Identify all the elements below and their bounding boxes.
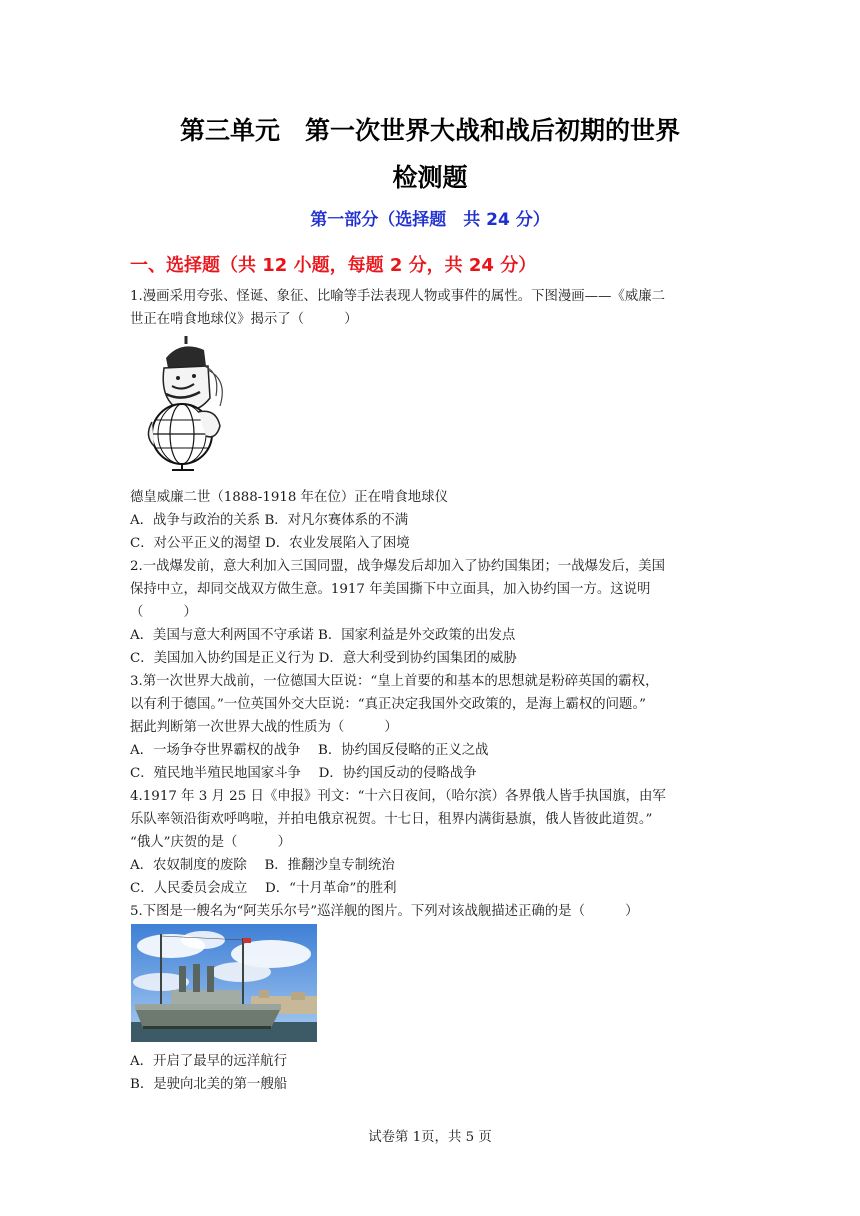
unit-title: 第三单元 第一次世界大战和战后初期的世界 [179, 116, 680, 145]
q1-options-ab: A．战争与政治的关系 B．对凡尔赛体系的不满 [130, 513, 409, 528]
exam-subtitle: 检测题 [392, 163, 468, 192]
kaiser-cartoon-image [136, 336, 236, 474]
page-footer: 试卷第 1页，共 5 页 [368, 1130, 492, 1145]
q5-option-b: B．是驶向北美的第一艘船 [130, 1077, 288, 1092]
q4-stem-line3: “俄人”庆贺的是（ ） [130, 835, 291, 850]
q3-stem-line1: 3.第一次世界大战前，一位德国大臣说：“皇上首要的和基本的思想就是粉碎英国的霸权， [130, 674, 659, 689]
q1-stem-line2: 世正在啃食地球仪》揭示了（ ） [130, 312, 358, 327]
q5-stem-line1: 5.下图是一艘名为“阿芙乐尔号”巡洋舰的图片。下列对该战舰描述正确的是（ ） [130, 904, 639, 919]
q1-image-caption: 德皇威廉二世（1888-1918 年在位）正在啃食地球仪 [130, 490, 448, 505]
q2-stem-line2: 保持中立，却同交战双方做生意。1917 年美国撕下中立面具，加入协约国一方。这说明 [130, 582, 651, 597]
section-heading: 一、选择题（共 12 小题，每题 2 分，共 24 分） [130, 255, 537, 276]
q3-options-ab: A．一场争夺世界霸权的战争 B．协约国反侵略的正义之战 [130, 743, 489, 758]
aurora-cruiser-photo [131, 924, 317, 1042]
q2-stem-line3: （ ） [130, 605, 197, 620]
q3-stem-line3: 据此判断第一次世界大战的性质为（ ） [130, 720, 398, 735]
q2-options-cd: C．美国加入协约国是正义行为 D．意大利受到协约国集团的威胁 [130, 651, 517, 666]
q2-stem-line1: 2.一战爆发前，意大利加入三国同盟，战争爆发后却加入了协约国集团；一战爆发后，美国 [130, 559, 666, 574]
q4-options-cd: C．人民委员会成立 D．“十月革命”的胜利 [130, 881, 397, 896]
part-heading: 第一部分（选择题 共 24 分） [310, 210, 550, 230]
q4-stem-line1: 4.1917 年 3 月 25 日《申报》刊文：“十六日夜间，（哈尔滨）各界俄人皆手执国旗，由军 [130, 789, 666, 804]
q5-option-a: A．开启了最早的远洋航行 [130, 1054, 287, 1069]
q4-stem-line2: 乐队率领沿街欢呼鸣啦，并拍电俄京祝贺。十七日，租界内满街悬旗，俄人皆彼此道贺。” [130, 812, 653, 827]
q3-options-cd: C．殖民地半殖民地国家斗争 D．协约国反动的侵略战争 [130, 766, 477, 781]
q1-stem-line1: 1.漫画采用夸张、怪诞、象征、比喻等手法表现人物或事件的属性。下图漫画——《威廉二 [130, 289, 666, 304]
q1-options-cd: C．对公平正义的渴望 D．农业发展陷入了困境 [130, 536, 410, 551]
q3-stem-line2: 以有利于德国。”一位英国外交大臣说：“真正决定我国外交政策的，是海上霸权的问题。” [130, 697, 646, 712]
q4-options-ab: A．农奴制度的废除 B．推翻沙皇专制统治 [130, 858, 395, 873]
q2-options-ab: A．美国与意大利两国不守承诺 B．国家利益是外交政策的出发点 [130, 628, 516, 643]
